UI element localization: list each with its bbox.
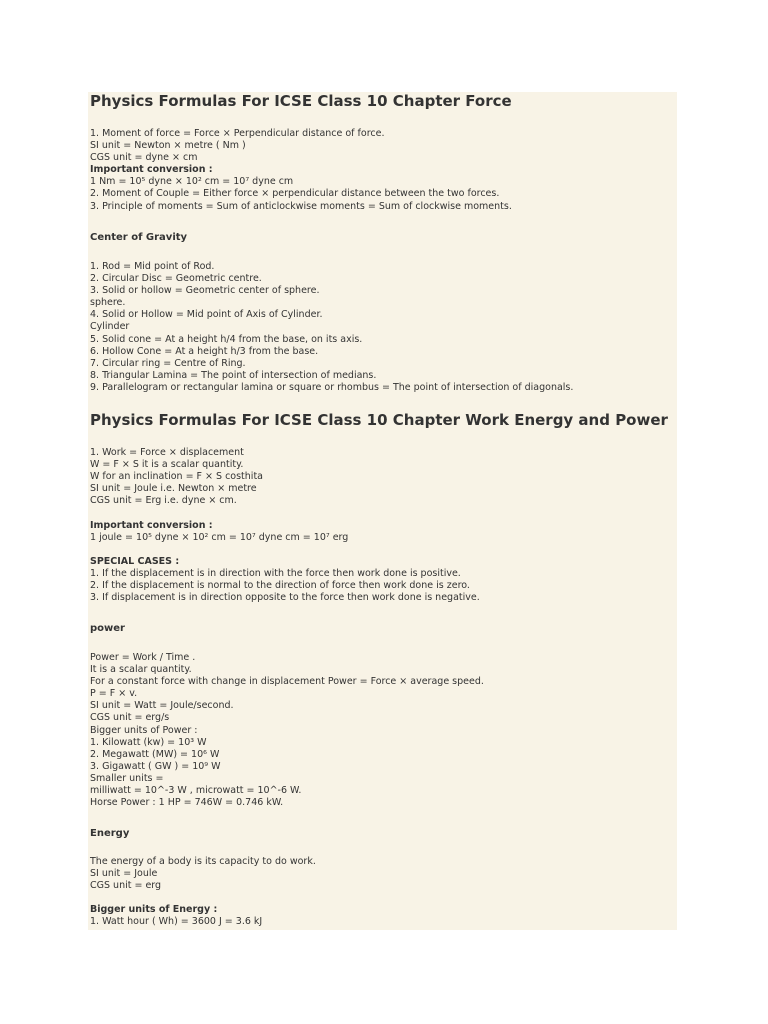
energy-text-block (90, 856, 316, 929)
work-text-block (90, 447, 480, 604)
text-line: 1. Rod = Mid point of Rod. (90, 261, 215, 272)
text-line: 1. Kilowatt (kw) = 10³ W (90, 736, 207, 748)
text-line: W for an inclination = F × S costhita (90, 471, 263, 483)
text-line: SI unit = Watt = Joule/second. (90, 700, 234, 712)
text-line: Smaller units = (90, 772, 164, 784)
text-line: Bigger units of Energy : (90, 904, 218, 916)
text-line: CGS unit = Erg i.e. dyne × cm. (90, 495, 237, 507)
text-line: 5. Solid cone = At a height h/4 from the base, on its axis. (90, 333, 363, 345)
text-line: 2. Moment of Couple = Either force × perpendicular distance between the two forces. (90, 188, 500, 200)
center-of-gravity-text-block (90, 261, 573, 394)
text-line: 9. Parallelogram or rectangular lamina or square or rhombus = The point of intersection of diagonals. (90, 381, 574, 393)
power-text-block (90, 652, 484, 809)
section-title-work-energy-power: Physics Formulas For ICSE Class 10 Chapter Work Energy and Power (90, 411, 668, 429)
text-line: 1. Watt hour ( Wh) = 3600 J = 3.6 kJ (90, 916, 263, 928)
line-spacer (90, 892, 316, 904)
text-line: Bigger units of Power : (90, 724, 198, 736)
text-line: Horse Power : 1 HP = 746W = 0.746 kW. (90, 797, 284, 809)
text-line: For a constant force with change in displacement Power = Force × average speed. (90, 676, 484, 688)
text-line: SPECIAL CASES : (90, 555, 180, 567)
text-line: The energy of a body is its capacity to do work. (90, 856, 316, 867)
text-line: 2. If the displacement is normal to the direction of force then work done is zero. (90, 580, 470, 592)
text-line: 1 joule = 10⁵ dyne × 10² cm = 10⁷ dyne cm = 10⁷ erg (90, 531, 349, 543)
text-line: milliwatt = 10^-3 W , microwatt = 10^-6 W. (90, 785, 302, 797)
text-line: P = F × v. (90, 688, 138, 700)
text-line: 1. Moment of force = Force × Perpendicular distance of force. (90, 128, 385, 139)
text-line: CGS unit = dyne × cm (90, 152, 198, 164)
line-spacer (90, 544, 480, 556)
text-line: 6. Hollow Cone = At a height h/3 from the base. (90, 345, 319, 357)
text-line: Important conversion : (90, 164, 213, 176)
text-line: 8. Triangular Lamina = The point of intersection of medians. (90, 369, 377, 381)
text-line: SI unit = Joule (90, 868, 158, 880)
text-line: 2. Circular Disc = Geometric centre. (90, 273, 262, 285)
subtitle-energy: Energy (90, 828, 130, 839)
text-line: sphere. (90, 297, 126, 309)
text-line: 1. If the displacement is in direction with the force then work done is positive. (90, 567, 461, 579)
text-line: 3. Principle of moments = Sum of anticlockwise moments = Sum of clockwise moments. (90, 200, 512, 212)
force-text-block (90, 128, 512, 213)
text-line: 3. Solid or hollow = Geometric center of sphere. (90, 285, 320, 297)
text-line: SI unit = Newton × metre ( Nm ) (90, 140, 246, 152)
text-line: 1 Nm = 10⁵ dyne × 10² cm = 10⁷ dyne cm (90, 176, 294, 188)
text-line: It is a scalar quantity. (90, 664, 192, 676)
text-line: CGS unit = erg/s (90, 712, 170, 724)
text-line: CGS unit = erg (90, 880, 162, 892)
text-line: SI unit = Joule i.e. Newton × metre (90, 483, 257, 495)
text-line: Power = Work / Time . (90, 652, 196, 663)
line-spacer (90, 507, 480, 519)
text-line: 1. Work = Force × displacement (90, 447, 244, 458)
text-line: 3. If displacement is in direction opposite to the force then work done is negative. (90, 592, 480, 604)
section-title-force: Physics Formulas For ICSE Class 10 Chapter Force (90, 92, 512, 110)
text-line: 7. Circular ring = Centre of Ring. (90, 357, 246, 369)
text-line: 2. Megawatt (MW) = 10⁶ W (90, 748, 220, 760)
text-line: W = F × S it is a scalar quantity. (90, 459, 244, 471)
subtitle-power: power (90, 623, 125, 634)
text-line: Important conversion : (90, 519, 213, 531)
subtitle-center-of-gravity: Center of Gravity (90, 232, 188, 243)
text-line: Cylinder (90, 321, 130, 333)
text-line: 3. Gigawatt ( GW ) = 10⁹ W (90, 760, 221, 772)
text-line: 4. Solid or Hollow = Mid point of Axis of Cylinder. (90, 309, 323, 321)
